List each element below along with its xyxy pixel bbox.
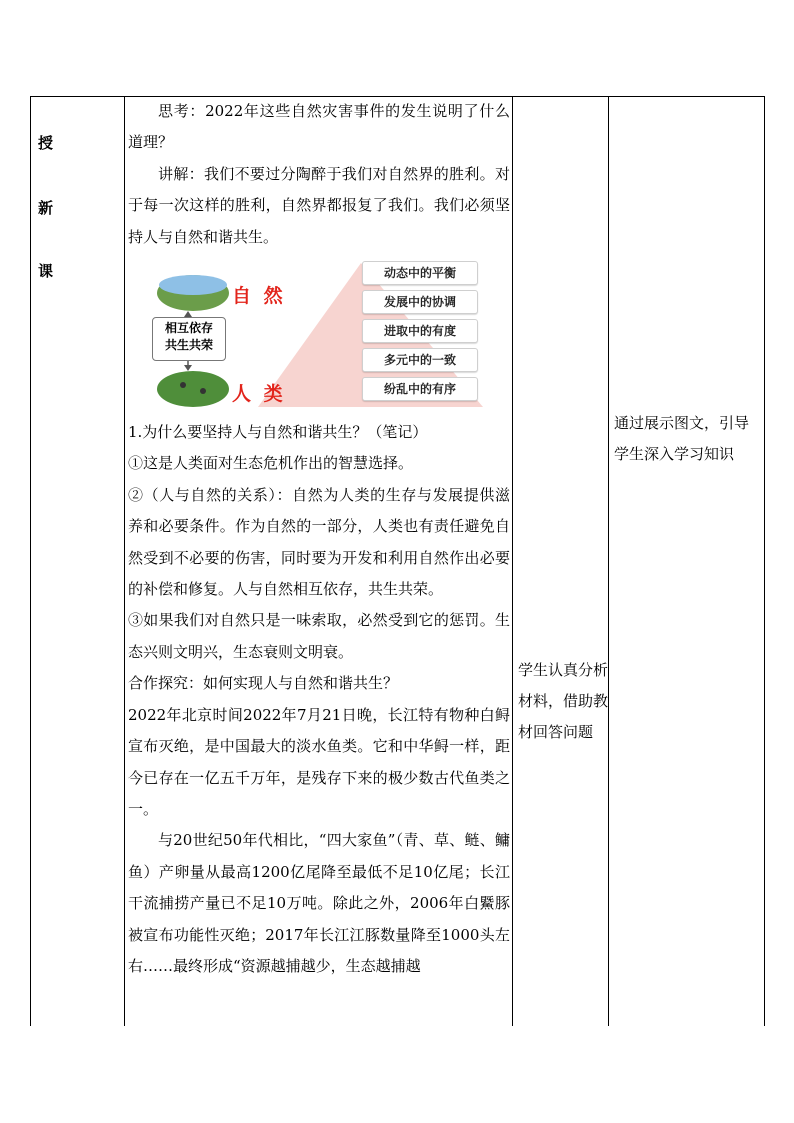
step-4: 多元中的一致 [362, 348, 478, 372]
human-photo [157, 371, 229, 407]
material-1: 2022年北京时间2022年7月21日晚，长江特有物种白鲟宣布灭绝，是中国最大的淡水鱼类。它和中华鲟一样，距今已存在一亿五千万年，是残存下来的极少数古代鱼类之一。 [128, 705, 510, 818]
think-question: 思考：2022年这些自然灾害事件的发生说明了什么道理？ [128, 102, 510, 152]
human-label: 人 类 [232, 383, 286, 406]
table-border-right [764, 96, 765, 1026]
explanation: 讲解：我们不要过分陶醉于我们对自然界的胜利。对于每一次这样的胜利，自然界都报复了我们。我们必须坚持人与自然和谐共生。 [128, 164, 510, 246]
table-border-left [30, 96, 31, 1026]
design-intent: 通过展示图文，引导学生深入学习知识 [614, 414, 750, 463]
answer-2: ②（人与自然的关系）：自然为人类的生存与发展提供滋养和必要条件。作为自然的一部分，人类也有责任避免自然受到不必要的伤害，同时要为开发和利用自然作出必要的补偿和修复。人与自然相互依存，共生共荣。 [128, 485, 510, 599]
student-activity: 学生认真分析材料，借助教材回答问题 [518, 661, 609, 741]
step-1: 动态中的平衡 [362, 261, 478, 285]
answer-3: ③如果我们对自然只是一味索取，必然受到它的惩罚。生态兴则文明兴，生态衰则文明衰。 [128, 611, 510, 661]
step-2: 发展中的协调 [362, 290, 478, 314]
mutual-box [152, 317, 226, 361]
harmony-figure [128, 255, 510, 415]
explore-question: 合作探究：如何实现人与自然和谐共生？ [128, 674, 399, 693]
table-border-col1 [124, 96, 125, 1026]
section-char-3: 课 [38, 262, 54, 280]
table-border-col2 [512, 96, 513, 1026]
mutual-box-line1: 相互依存 [164, 321, 213, 336]
question-1: 1.为什么要坚持人与自然和谐共生？（笔记） [128, 423, 428, 442]
nature-label: 自 然 [232, 285, 286, 308]
answer-1: ①这是人类面对生态危机作出的智慧选择。 [128, 454, 414, 473]
human-figure-dot [180, 382, 186, 388]
material-2: 与20世纪50年代相比，“四大家鱼”（青、草、鲢、鳙鱼）产卵量从最高1200亿尾降至最低不足10亿尾；长江干流捕捞产量已不足10万吨。除此之外，2006年白鱀豚被宣布功能性灭绝；2017年长江江豚数量降至1000头左右……最终形成“资源越捕越少，生态越捕越 [128, 831, 510, 975]
section-char-1: 授 [38, 134, 54, 152]
mutual-box-line2: 共生共荣 [164, 338, 213, 353]
table-border-col3 [608, 96, 609, 1026]
arrow-down-icon [184, 365, 192, 371]
section-char-2: 新 [38, 199, 54, 217]
step-5: 纷乱中的有序 [362, 377, 478, 401]
human-figure-dot [200, 388, 206, 394]
nature-sky [159, 275, 227, 295]
main-content [128, 96, 510, 982]
student-activity-cell [518, 655, 608, 748]
step-3: 进取中的有度 [362, 319, 478, 343]
design-intent-cell [614, 408, 754, 470]
